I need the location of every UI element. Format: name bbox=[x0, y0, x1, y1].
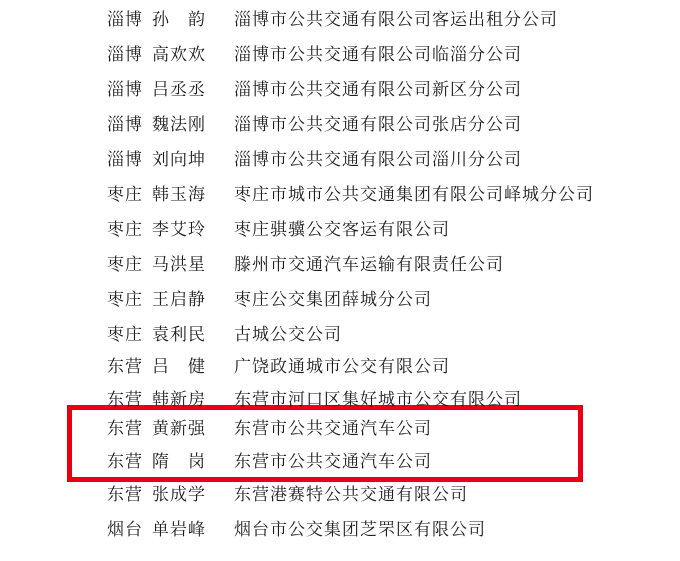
company-cell: 淄博市公共交通有限公司临淄分公司 bbox=[234, 45, 522, 65]
company-cell: 东营市公共交通汽车公司 bbox=[234, 419, 432, 439]
city-cell: 枣庄 bbox=[107, 290, 143, 310]
table-row bbox=[107, 79, 522, 103]
name-cell: 马洪星 bbox=[152, 255, 206, 275]
table-row bbox=[107, 324, 342, 348]
city-cell: 淄博 bbox=[107, 10, 143, 30]
company-cell: 滕州市交通汽车运输有限责任公司 bbox=[234, 255, 504, 275]
name-cell: 张成学 bbox=[152, 485, 206, 505]
table-row bbox=[107, 519, 486, 543]
name-cell: 吕健 bbox=[152, 357, 206, 377]
company-cell: 淄博市公共交通有限公司新区分公司 bbox=[234, 80, 522, 100]
company-cell: 淄博市公共交通有限公司客运出租分公司 bbox=[234, 10, 558, 30]
name-cell: 单岩峰 bbox=[152, 520, 206, 540]
table-row bbox=[107, 289, 432, 313]
city-cell: 枣庄 bbox=[107, 325, 143, 345]
company-cell: 古城公交公司 bbox=[234, 325, 342, 345]
name-cell: 王启静 bbox=[152, 290, 206, 310]
name-cell: 袁利民 bbox=[152, 325, 206, 345]
name-cell: 韩新房 bbox=[152, 390, 206, 410]
company-cell: 东营港赛特公共交通有限公司 bbox=[234, 485, 468, 505]
company-cell: 东营市公共交通汽车公司 bbox=[234, 452, 432, 472]
company-cell: 淄博市公共交通有限公司淄川分公司 bbox=[234, 150, 522, 170]
table-row bbox=[107, 114, 522, 138]
name-cell: 孙韵 bbox=[152, 10, 206, 30]
table-row bbox=[107, 219, 450, 243]
city-cell: 枣庄 bbox=[107, 220, 143, 240]
company-cell: 枣庄骐骥公交客运有限公司 bbox=[234, 220, 450, 240]
company-cell: 枣庄公交集团薛城分公司 bbox=[234, 290, 432, 310]
company-cell: 枣庄市城市公共交通集团有限公司峄城分公司 bbox=[234, 185, 594, 205]
city-cell: 东营 bbox=[107, 390, 143, 410]
city-cell: 东营 bbox=[107, 419, 143, 439]
city-cell: 淄博 bbox=[107, 80, 143, 100]
name-cell: 魏法刚 bbox=[152, 115, 206, 135]
name-cell: 李艾玲 bbox=[152, 220, 206, 240]
table-row bbox=[107, 149, 522, 173]
table-row bbox=[107, 418, 432, 442]
name-cell: 吕丞丞 bbox=[152, 80, 206, 100]
city-cell: 东营 bbox=[107, 357, 143, 377]
table-row bbox=[107, 356, 450, 380]
company-cell: 广饶政通城市公交有限公司 bbox=[234, 357, 450, 377]
city-cell: 淄博 bbox=[107, 115, 143, 135]
city-cell: 枣庄 bbox=[107, 255, 143, 275]
name-cell: 高欢欢 bbox=[152, 45, 206, 65]
company-cell: 淄博市公共交通有限公司张店分公司 bbox=[234, 115, 522, 135]
city-cell: 淄博 bbox=[107, 150, 143, 170]
table-row bbox=[107, 451, 432, 475]
city-cell: 枣庄 bbox=[107, 185, 143, 205]
table-row bbox=[107, 44, 522, 68]
name-cell: 黄新强 bbox=[152, 419, 206, 439]
city-cell: 东营 bbox=[107, 452, 143, 472]
table-row bbox=[107, 184, 594, 208]
table-row bbox=[107, 254, 504, 278]
company-cell: 东营市河口区集好城市公交有限公司 bbox=[234, 390, 522, 410]
table-row bbox=[107, 9, 558, 33]
name-cell: 刘向坤 bbox=[152, 150, 206, 170]
city-cell: 东营 bbox=[107, 485, 143, 505]
city-cell: 淄博 bbox=[107, 45, 143, 65]
name-cell: 韩玉海 bbox=[152, 185, 206, 205]
name-cell: 隋岗 bbox=[152, 452, 206, 472]
table-row bbox=[107, 484, 468, 508]
city-cell: 烟台 bbox=[107, 520, 143, 540]
company-cell: 烟台市公交集团芝罘区有限公司 bbox=[234, 520, 486, 540]
table-row bbox=[107, 389, 522, 413]
